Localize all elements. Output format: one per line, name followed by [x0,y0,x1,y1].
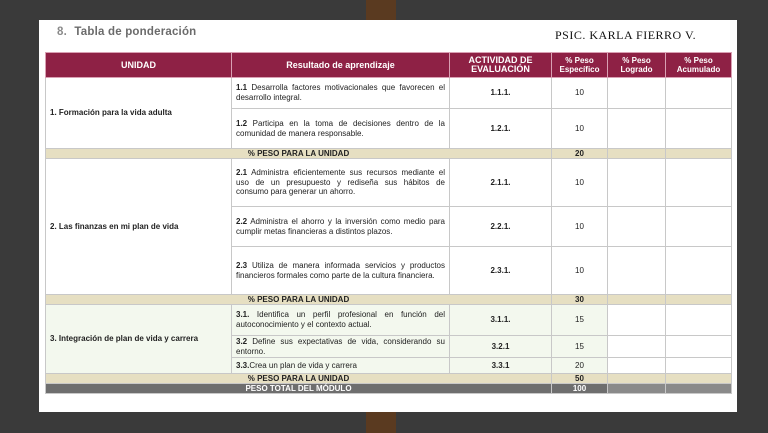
section-title [57,26,196,38]
header-peso-logrado: % Peso Logrado [608,53,666,78]
weight-achieved [608,336,666,358]
weight-accumulated [666,207,732,247]
weight-achieved [608,78,666,109]
weight-accumulated [666,109,732,149]
wood-frame-bottom [366,412,396,433]
subtotal-label: % PESO PARA LA UNIDAD [46,295,552,305]
subtotal-value: 30 [552,295,608,305]
activity-code: 2.2.1. [450,207,552,247]
weight-achieved [608,109,666,149]
learning-outcome: 2.2 Administra el ahorro y la inversión como medio para cumplir metas financieras a distintos plazos. [232,207,450,247]
table-row [46,305,732,336]
weight-specific: 10 [552,109,608,149]
unit-subtotal-row [46,374,732,384]
weight-specific: 10 [552,207,608,247]
weight-accumulated [666,159,732,207]
weight-achieved [608,159,666,207]
module-total-row [46,384,732,394]
table-row [46,78,732,109]
header-peso-especifico: % Peso Específico [552,53,608,78]
weight-specific: 10 [552,247,608,295]
weight-specific: 10 [552,78,608,109]
weight-specific: 20 [552,358,608,374]
weight-accumulated [666,305,732,336]
header-resultado: Resultado de aprendizaje [232,53,450,78]
table-row [46,159,732,207]
learning-outcome: 2.1 Administra eficientemente sus recursos mediante el uso de un presupuesto y rediseña sus hábitos de consumo para generar un ahorro. [232,159,450,207]
total-label: PESO TOTAL DEL MÓDULO [46,384,552,394]
activity-code: 1.2.1. [450,109,552,149]
learning-outcome: 3.3.Crea un plan de vida y carrera [232,358,450,374]
total-value: 100 [552,384,608,394]
subtotal-value: 20 [552,149,608,159]
activity-code: 2.3.1. [450,247,552,295]
activity-code: 3.1.1. [450,305,552,336]
weight-achieved [608,247,666,295]
subtotal-label: % PESO PARA LA UNIDAD [46,149,552,159]
section-number: 8. [57,26,67,38]
weight-specific: 10 [552,159,608,207]
weight-specific: 15 [552,336,608,358]
learning-outcome: 3.2 Define sus expectativas de vida, considerando su entorno. [232,336,450,358]
unit-subtotal-row [46,295,732,305]
subtotal-value: 50 [552,374,608,384]
section-title-text: Tabla de ponderación [74,26,197,38]
unit-name: 2. Las finanzas en mi plan de vida [46,159,232,295]
weight-accumulated [666,336,732,358]
learning-outcome: 1.2 Participa en la toma de decisiones dentro de la comunidad de manera responsable. [232,109,450,149]
weight-achieved [608,207,666,247]
subtotal-label: % PESO PARA LA UNIDAD [46,374,552,384]
learning-outcome: 3.1. Identifica un perfil profesional en función del autoconocimiento y el contexto actual. [232,305,450,336]
author-name: PSIC. KARLA FIERRO V. [555,28,697,42]
table-header-row [46,53,732,78]
weight-accumulated [666,247,732,295]
unit-subtotal-row [46,149,732,159]
weight-achieved [608,305,666,336]
activity-code: 2.1.1. [450,159,552,207]
activity-code: 3.2.1 [450,336,552,358]
slide [39,20,737,412]
weighting-table [45,52,732,394]
wood-frame-top [366,0,396,20]
weight-accumulated [666,358,732,374]
weight-accumulated [666,78,732,109]
learning-outcome: 1.1 Desarrolla factores motivacionales que favorecen el desarrollo integral. [232,78,450,109]
header-unidad: UNIDAD [46,53,232,78]
activity-code: 3.3.1 [450,358,552,374]
header-peso-acumulado: % Peso Acumulado [666,53,732,78]
learning-outcome: 2.3 Utiliza de manera informada servicios y productos financieros formales como parte de la cultura financiera. [232,247,450,295]
activity-code: 1.1.1. [450,78,552,109]
unit-name: 3. Integración de plan de vida y carrera [46,305,232,374]
unit-name: 1. Formación para la vida adulta [46,78,232,149]
header-actividad: ACTIVIDAD DE EVALUACIÓN [450,53,552,78]
weight-specific: 15 [552,305,608,336]
weight-achieved [608,358,666,374]
